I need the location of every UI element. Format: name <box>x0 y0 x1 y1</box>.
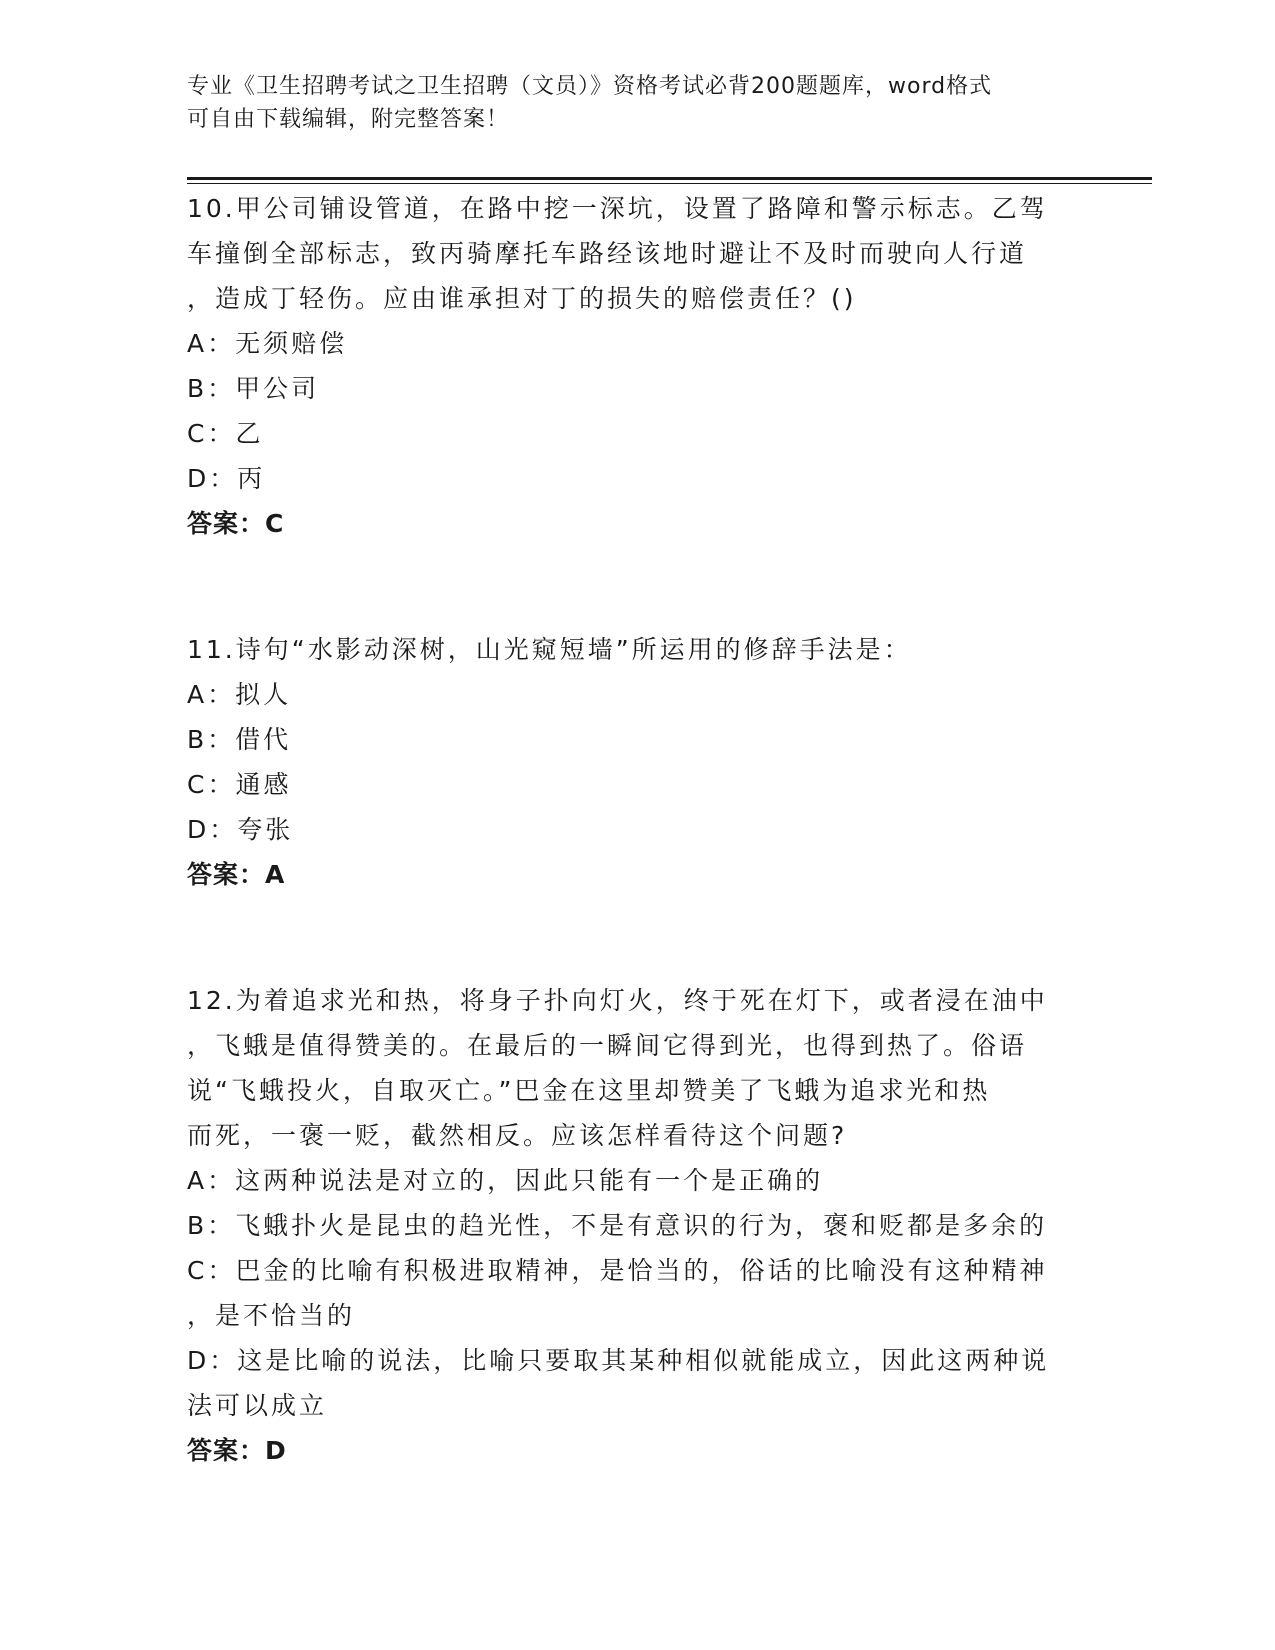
question-12 <box>187 978 1077 1473</box>
header-divider-thin <box>187 183 1152 184</box>
question-text-line: 车撞倒全部标志，致丙骑摩托车路经该地时避让不及时而驶向人行道 <box>187 239 1028 268</box>
answer-line: 答案：D <box>187 1436 287 1465</box>
option-c: C：通感 <box>187 770 292 799</box>
question-spacer <box>187 897 1077 978</box>
option-b: B：飞蛾扑火是昆虫的趋光性，不是有意识的行为，褒和贬都是多余的 <box>187 1211 1048 1240</box>
option-a: A：这两种说法是对立的，因此只能有一个是正确的 <box>187 1166 824 1195</box>
option-d: D：这是比喻的说法，比喻只要取其某种相似就能成立，因此这两种说 <box>187 1346 1050 1375</box>
answer-line: 答案：A <box>187 860 286 889</box>
question-text-line: 而死，一褒一贬，截然相反。应该怎样看待这个问题? <box>187 1121 848 1150</box>
option-d-continued: 法可以成立 <box>187 1391 328 1420</box>
question-text-line: 11.诗句“水影动深树，山光窥短墙”所运用的修辞手法是： <box>187 635 912 664</box>
document-header <box>187 70 1087 136</box>
question-spacer <box>187 546 1077 627</box>
header-line-1: 专业《卫生招聘考试之卫生招聘（文员）》资格考试必背200题题库，word格式 <box>187 74 993 99</box>
header-line-2: 可自由下载编辑，附完整答案！ <box>187 107 510 132</box>
question-text-line: 10.甲公司铺设管道，在路中挖一深坑，设置了路障和警示标志。乙驾 <box>187 194 1048 223</box>
question-11 <box>187 627 1077 897</box>
option-b: B：借代 <box>187 725 292 754</box>
question-text-line: ，造成丁轻伤。应由谁承担对丁的损失的赔偿责任？() <box>187 284 857 313</box>
question-10 <box>187 186 1077 546</box>
option-a: A：拟人 <box>187 680 292 709</box>
question-text-line: ，飞蛾是值得赞美的。在最后的一瞬间它得到光，也得到热了。俗语 <box>187 1031 1028 1060</box>
header-divider-thick <box>187 177 1152 180</box>
answer-line: 答案：C <box>187 509 285 538</box>
option-a: A：无须赔偿 <box>187 329 348 358</box>
option-d: D：丙 <box>187 464 266 493</box>
question-text-line: 12.为着追求光和热，将身子扑向灯火，终于死在灯下，或者浸在油中 <box>187 986 1048 1015</box>
question-list <box>187 186 1077 1473</box>
option-b: B：甲公司 <box>187 374 320 403</box>
option-c-continued: ，是不恰当的 <box>187 1301 356 1330</box>
option-c: C：巴金的比喻有积极进取精神，是恰当的，俗话的比喻没有这种精神 <box>187 1256 1048 1285</box>
option-c: C：乙 <box>187 419 264 448</box>
question-text-line: 说“飞蛾投火，自取灭亡。”巴金在这里却赞美了飞蛾为追求光和热 <box>187 1076 991 1105</box>
option-d: D：夸张 <box>187 815 294 844</box>
